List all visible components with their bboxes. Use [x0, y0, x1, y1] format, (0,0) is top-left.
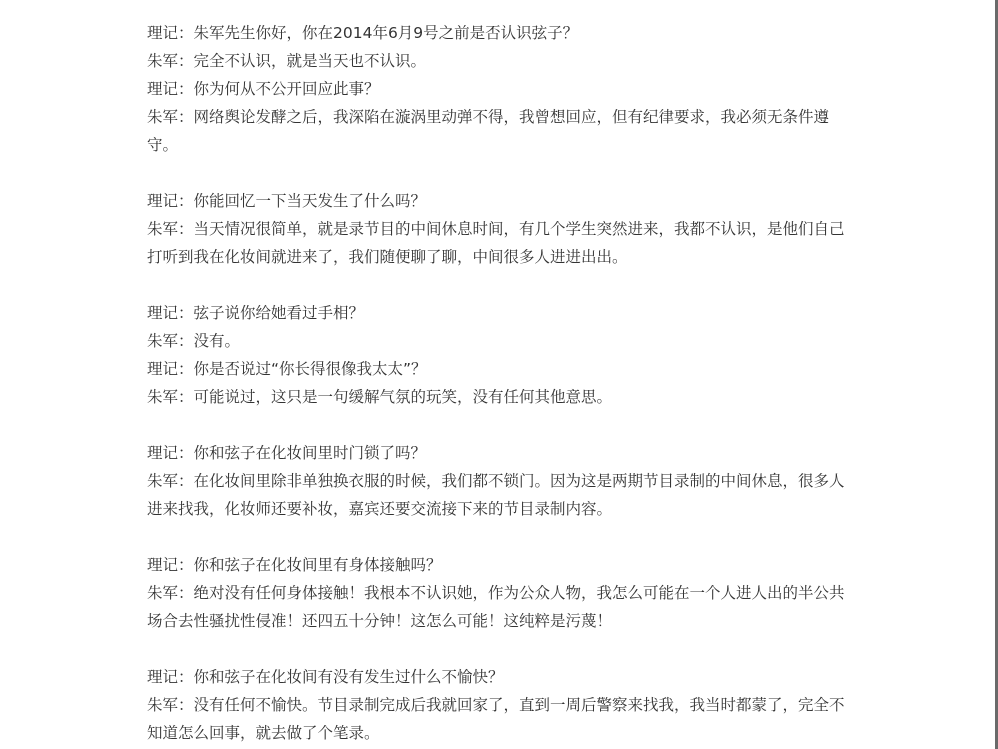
answer-line: 朱军：网络舆论发酵之后，我深陷在漩涡里动弹不得，我曾想回应，但有纪律要求，我必须无条件遵守。	[147, 108, 830, 154]
answer-line: 朱军：当天情况很简单，就是录节目的中间休息时间，有几个学生突然进来，我都不认识，是他们自己打听到我在化妆间就进来了，我们随便聊了聊，中间很多人进进出出。	[147, 220, 845, 266]
answer-line: 朱军：没有。	[147, 332, 241, 350]
answer-line: 朱军：没有任何不愉快。节目录制完成后我就回家了，直到一周后警察来找我，我当时都蒙了，完全不知道怎么回事，就去做了个笔录。	[147, 696, 845, 742]
answer-line: 朱军：完全不认识，就是当天也不认识。	[147, 52, 427, 70]
qa-block-4	[147, 439, 850, 523]
qa-block-2	[147, 187, 850, 271]
question-line: 理记：你和弦子在化妆间里时门锁了吗？	[147, 444, 427, 462]
qa-block-5	[147, 551, 850, 635]
paragraph-gap	[147, 159, 850, 187]
question-line: 理记：你和弦子在化妆间有没有发生过什么不愉快？	[147, 668, 504, 686]
question-line: 理记：你能回忆一下当天发生了什么吗？	[147, 192, 427, 210]
question-line: 理记：你为何从不公开回应此事？	[147, 80, 380, 98]
question-line: 理记：你和弦子在化妆间里有身体接触吗？	[147, 556, 442, 574]
answer-line: 朱军：在化妆间里除非单独换衣服的时候，我们都不锁门。因为这是两期节目录制的中间休息，很多人进来找我，化妆师还要补妆，嘉宾还要交流接下来的节目录制内容。	[147, 472, 845, 518]
answer-line: 朱军：绝对没有任何身体接触！我根本不认识她，作为公众人物，我怎么可能在一个人进人出的半公共场合去性骚扰性侵准！还四五十分钟！这怎么可能！这纯粹是污蔑！	[147, 584, 845, 630]
paragraph-gap	[147, 411, 850, 439]
qa-block-3	[147, 299, 850, 411]
question-line: 理记：朱军先生你好，你在2014年6月9号之前是否认识弦子？	[147, 24, 579, 42]
answer-line: 朱军：可能说过，这只是一句缓解气氛的玩笑，没有任何其他意思。	[147, 388, 613, 406]
qa-block-1	[147, 19, 850, 159]
paragraph-gap	[147, 635, 850, 663]
question-line: 理记：弦子说你给她看过手相？	[147, 304, 365, 322]
paragraph-gap	[147, 523, 850, 551]
qa-block-6	[147, 663, 850, 747]
paragraph-gap	[147, 271, 850, 299]
article-body	[147, 19, 850, 747]
question-line: 理记：你是否说过“你长得很像我太太”？	[147, 360, 427, 378]
